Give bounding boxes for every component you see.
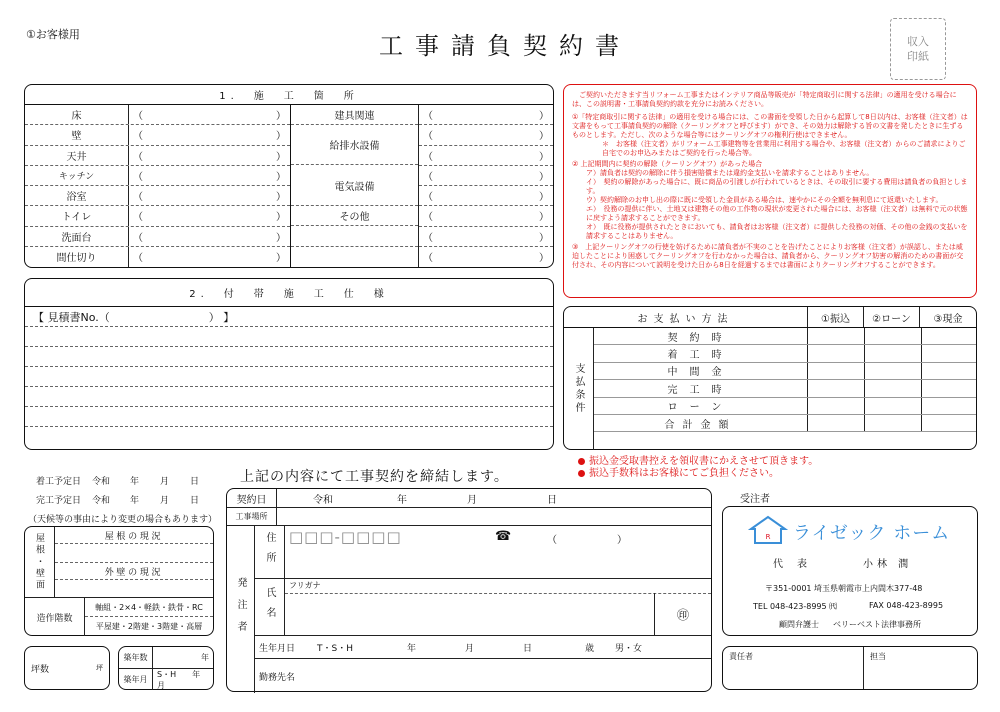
rep-name: 小林 潤 [863, 559, 913, 570]
staff-field[interactable] [864, 647, 977, 689]
floor-options[interactable]: 平屋建・2階建・3階建・高層 [95, 622, 203, 631]
section-additional-specs [24, 278, 554, 450]
staff-box [722, 646, 978, 690]
contractor-box [722, 506, 978, 636]
age-label: 築年数 [119, 647, 153, 668]
payment-title: お支払い方法 [564, 307, 808, 327]
start-date-label: 着工予定日 [36, 477, 82, 487]
payment-method-table [563, 306, 977, 450]
location-label: 洗面台 [25, 227, 129, 246]
building-condition-box [24, 526, 214, 636]
seal-mark: ㊞ [654, 593, 711, 635]
paren-open: （ [423, 151, 433, 163]
building-age-box [118, 646, 217, 690]
paren-open: （ [423, 171, 433, 183]
location-label: 建具関連 [291, 105, 418, 125]
paren-close: ） [276, 212, 286, 224]
location-mid-labels [291, 105, 419, 267]
built-label: 築年月 [119, 669, 153, 690]
schedule-note: （天候等の事由により変更の場合もあります） [28, 515, 218, 525]
notice-p2b: イ） 契約の解除があった場合に、既に商品の引渡しが行われているときは、その取引に要する費用は請負者の負担とします。 [586, 178, 968, 195]
notice-p1a: ＊ お客様（注文者）がリフォーム工事建物等を営業用に利用する場合や、お客様（注文者）からのご請求によりご自宅でのお申込みまたはご契約を行った場合等。 [602, 140, 966, 157]
wall-condition-field[interactable] [55, 580, 213, 598]
notice-p2d: エ） 役務の提供に伴い、土地又は建物その他の工作物の現状が変更された場合には、お客様（注文者）は無料で元の状態に戻すよう請求することができます。 [586, 205, 968, 222]
location-label: トイレ [25, 206, 129, 225]
structure-floor-label: 造作階数 [25, 598, 85, 636]
year-label: 年 [407, 643, 417, 654]
paren-close: ） [276, 171, 286, 183]
phone-field[interactable]: （ ） [547, 535, 627, 546]
name-field[interactable] [285, 579, 711, 635]
contract-statement: 上記の内容にて工事契約を締結します。 [240, 469, 509, 485]
company-logo [749, 515, 787, 545]
roof-condition-label: 屋根の現況 [55, 527, 213, 544]
year-label: 年 [130, 496, 140, 506]
section1-title: 1. 施 工 箇 所 [25, 85, 553, 105]
rep-title: 代 表 [773, 559, 809, 570]
payment-method-transfer[interactable]: ①振込 [808, 307, 864, 327]
manager-label: 責任者 [729, 652, 753, 661]
notice-intro: ご契約いただきます当リフォーム工事またはインテリア商品等販売が「特定商取引に関する法律」の適用を受ける場合には、この説明書・工事請負契約約款を充分にお読みください。 [572, 91, 957, 108]
payment-terms-label: 支払条件 [564, 328, 594, 450]
notice-p2c: ウ）契約解除のお申し出の際に既に受領した金員がある場合は、速やかにその全額を無利息にて返還いたします。 [586, 196, 943, 204]
paren-open: （ [423, 131, 433, 143]
contract-box [226, 488, 712, 692]
location-label: 間仕切り [25, 247, 129, 267]
paren-close: ） [276, 232, 286, 244]
location-left-column [25, 105, 291, 267]
paren-open: （ [423, 111, 433, 123]
payment-row-label: 完工時 [594, 380, 808, 396]
lawyer-label: 顧問弁護士 [779, 620, 819, 629]
location-mid-values [419, 105, 553, 267]
paren-close: ） [276, 253, 286, 265]
location-label: 天井 [25, 146, 129, 165]
payment-row-label: 合計金額 [594, 415, 808, 431]
age-unit[interactable]: 年 [201, 653, 209, 662]
tsubo-field[interactable] [24, 646, 110, 690]
wall-condition-label: 外壁の現況 [55, 563, 213, 580]
location-label: 電気設備 [291, 165, 418, 205]
revenue-stamp-box: 収入 印紙 [890, 18, 946, 80]
contract-date-field[interactable] [277, 489, 711, 507]
paren-open: （ [133, 212, 143, 224]
built-value[interactable]: S・H 年 月 [157, 669, 217, 690]
furigana-label: フリガナ [285, 579, 711, 594]
month-label: 月 [465, 643, 475, 654]
paren-close: ） [539, 253, 549, 265]
end-date-row[interactable] [36, 493, 216, 506]
payment-note-text: 振込手数料はお客様にてご負担ください。 [589, 468, 779, 479]
birth-row[interactable] [255, 636, 711, 659]
day-label: 日 [547, 494, 557, 506]
end-date-label: 完工予定日 [36, 496, 82, 506]
lawyer-name: ベリーベスト法律事務所 [833, 620, 921, 629]
paren-open: （ [133, 131, 143, 143]
staff-label: 担当 [870, 652, 886, 661]
location-label: その他 [291, 206, 418, 226]
company-name: ライゼック ホーム [793, 523, 951, 544]
spec-line[interactable] [25, 347, 553, 367]
location-label: キッチン [25, 166, 129, 185]
location-label: 給排水設備 [291, 125, 418, 165]
start-date-row[interactable] [36, 474, 216, 487]
era-label: 令和 [92, 477, 111, 487]
spec-line[interactable] [25, 327, 553, 347]
notice-p3: ③ 上記クーリングオフの行使を妨げるために請負者が不実のことを告げたことによりお客様（注文者）が誤認し、または威迫したことにより困惑してクーリングオフを行わなかった場合は、請負者から、クーリングオフ妨害の解消のための書面が交付され、その内容について説明を受けた日から8日を経過するまでは書面によりクーリングオフすることができます。 [572, 243, 964, 269]
month-label: 月 [467, 494, 477, 506]
section-construction-location [24, 84, 554, 268]
notice-p2a: ア）請負者は契約の解除に伴う損害賠償または違約金支払いを請求することはありません。 [586, 169, 874, 177]
paren-open: （ [423, 192, 433, 204]
era-label: 令和 [92, 496, 111, 506]
day-label: 日 [190, 496, 200, 506]
paren-close: ） [276, 111, 286, 123]
location-label: 床 [25, 105, 129, 124]
paren-open: （ [133, 232, 143, 244]
spec-line[interactable] [25, 367, 553, 387]
payment-method-cash[interactable]: ③現金 [933, 313, 963, 325]
tsubo-unit: 坪 [96, 664, 103, 672]
spec-line[interactable] [25, 387, 553, 407]
company-address: 〒351-0001 埼玉県朝霞市上内間木377-48 [765, 584, 923, 593]
paren-close: ） [276, 192, 286, 204]
payment-row-label: 着工時 [594, 345, 808, 361]
paren-close: ） [539, 131, 549, 143]
day-label: 日 [190, 477, 200, 487]
gender-options: 男・女 [615, 643, 643, 654]
paren-open: （ [133, 192, 143, 204]
age-label: 歳 [585, 643, 595, 654]
address-field[interactable] [285, 526, 711, 578]
paren-close: ） [276, 131, 286, 143]
roof-wall-label: 屋根・壁面 [25, 527, 55, 597]
phone-icon: ☎ [495, 529, 512, 544]
payment-row-label: 中間金 [594, 363, 808, 379]
payment-method-loan[interactable]: ②ローン [864, 307, 920, 327]
paren-open: （ [133, 253, 143, 265]
paren-close: ） [539, 232, 549, 244]
year-label: 年 [397, 494, 407, 506]
location-label: 浴室 [25, 186, 129, 205]
era-label: 令和 [313, 494, 333, 506]
spec-line[interactable] [25, 427, 553, 447]
notice-p1: ①「特定商取引に関する法律」の適用を受ける場合には、この書面を受領した日から起算して8日以内は、お客様（注文者）は文書をもって工事請負契約の解除（クーリングオフと呼びます）ができ、その効力は解除する旨の文書を発したときに生ずるものとします。ただし、次のような場合等にはクーリングオフの権利行使はできません。 [572, 113, 968, 139]
manager-field[interactable] [723, 647, 864, 689]
document-title: 工事請負契約書 [379, 32, 631, 60]
month-label: 月 [160, 496, 170, 506]
structure-options[interactable]: 軸組・2×4・軽鉄・鉄骨・RC [85, 598, 213, 617]
paren-close: ） [539, 111, 549, 123]
paren-open: （ [423, 232, 433, 244]
svg-text:R: R [765, 533, 771, 541]
paren-open: （ [423, 212, 433, 224]
paren-close: ） [539, 212, 549, 224]
day-label: 日 [523, 643, 533, 654]
contract-date-label: 契約日 [227, 489, 277, 507]
paren-close: ） [539, 171, 549, 183]
name-label: 氏名 [255, 579, 285, 635]
year-label: 年 [130, 477, 140, 487]
copy-label: ①お客様用 [26, 28, 80, 41]
notice-p2e: オ） 既に役務が提供されたときにおいても、請負者はお客様（注文者）に提供した役務の対価、その他の金銭の支払いを請求することはありません。 [586, 223, 968, 240]
contractor-label: 受注者 [740, 494, 770, 505]
section2-title: 2. 付 帯 施 工 仕 様 [25, 279, 553, 307]
paren-open: （ [133, 151, 143, 163]
birth-label: 生年月日 [259, 643, 296, 654]
month-label: 月 [160, 477, 170, 487]
orderer-label: 発注者 [227, 526, 255, 693]
cooling-off-notice [563, 84, 977, 298]
company-tel: TEL 048-423-8995 ㈹ [753, 602, 838, 611]
site-field[interactable] [277, 508, 711, 525]
location-label: 壁 [25, 125, 129, 144]
paren-open: （ [133, 111, 143, 123]
paren-close: ） [539, 192, 549, 204]
tsubo-label: 坪数 [31, 664, 50, 675]
workplace-row[interactable] [255, 659, 711, 694]
roof-condition-field[interactable] [55, 544, 213, 563]
payment-row-label: ローン [594, 398, 808, 414]
era-options: T・S・H [317, 643, 353, 654]
zip-boxes: □□□-□□□□ [289, 528, 402, 546]
notice-p2: ② 上記期間内に契約の解除（クーリングオフ）があった場合 [572, 160, 763, 168]
estimate-number-field[interactable]: 【 見積書No.（ ） 】 [25, 307, 553, 327]
payment-note-text: 振込金受取書控えを領収書にかえさせて頂きます。 [589, 456, 819, 467]
site-label: 工事場所 [227, 508, 277, 525]
spec-line[interactable] [25, 407, 553, 427]
paren-open: （ [423, 253, 433, 265]
paren-open: （ [133, 171, 143, 183]
payment-note-fee [578, 464, 779, 479]
paren-close: ） [539, 151, 549, 163]
payment-row-label: 契約時 [594, 328, 808, 344]
paren-close: ） [276, 151, 286, 163]
address-label: 住所 [255, 526, 285, 578]
workplace-label: 勤務先名 [259, 673, 296, 683]
company-fax: FAX 048-423-8995 [869, 601, 944, 610]
